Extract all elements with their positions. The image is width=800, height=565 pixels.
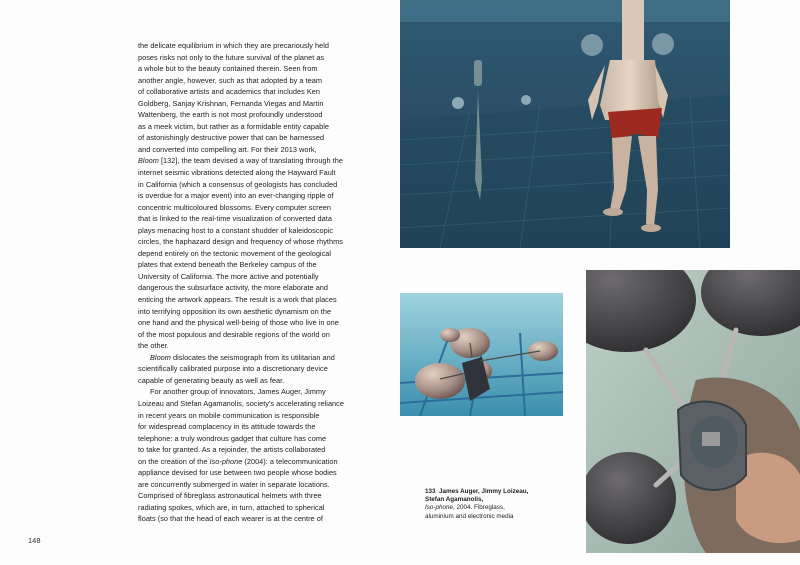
caption-credit: James Auger, Jimmy Loizeau, Stefan Agamanolis,	[425, 488, 529, 504]
work-title-isophone: Iso-phone	[209, 456, 243, 466]
text-fragment: [132], the team devised a way of translating through the	[160, 156, 343, 166]
text-line: in California (which a consensus of geologists has concluded	[138, 179, 338, 189]
text-line: are concurrently submerged in water in separate locations.	[138, 479, 330, 489]
text-line: that is linked to the real-time visualization of converted data	[138, 214, 332, 224]
body-text-column	[138, 40, 376, 525]
text-line: circles, the haphazard design and frequency of whose rhythms	[138, 237, 343, 247]
text-line: in recent years on mobile communication is responsible	[138, 410, 320, 420]
text-line: is overdue for a major event) into an ever-changing ripple of	[138, 191, 334, 201]
text-line: poses risks not only to the future survival of the planet as	[138, 52, 325, 62]
text-line: of collaborative artists and academics that includes Ken	[138, 87, 320, 97]
text-line: radiating spokes, which are, in turn, attached to spherical	[138, 502, 325, 512]
work-title-bloom: Bloom	[138, 156, 159, 166]
text-line: another angle, however, such as that adopted by a team	[138, 75, 322, 85]
text-line: plates that extend beneath the Berkeley campus of the	[138, 260, 317, 270]
text-line: Wattenberg, the earth is not most profoundly understood	[138, 110, 323, 120]
work-title-bloom: Bloom	[150, 352, 171, 362]
text-line: Comprised of fibreglass astronautical helmets with three	[138, 491, 322, 501]
text-line: one hand and the physical well-being of those who live in one	[138, 318, 339, 328]
text-line: enticing the artwork appears. The result is a work that places	[138, 295, 337, 305]
text-line	[138, 352, 376, 364]
caption-number: 133	[425, 488, 436, 495]
text-line	[138, 456, 376, 468]
text-line: University of California. The more active and potentially	[138, 271, 319, 281]
text-line: Goldberg, Sanjay Krishnan, Fernanda Viegas and Martin	[138, 98, 324, 108]
text-line: and converted into compelling art. For their 2013 work,	[138, 144, 317, 154]
text-line: of astonishingly destructive power that can be harnessed	[138, 133, 325, 143]
text-line: floats (so that the head of each wearer is at the centre of	[138, 514, 323, 524]
caption-materials: aluminium and electronic media	[425, 512, 514, 520]
text-line: scientifically calibrated purpose into a discretionary device	[138, 364, 328, 374]
helmet-diver-photo	[586, 270, 800, 553]
text-fragment: dislocates the seismograph from its utilitarian and	[170, 352, 335, 362]
text-line: capable of generating beauty as well as fear.	[138, 375, 285, 385]
text-line: to take for granted. As a rejoinder, the artists collaborated	[138, 445, 326, 455]
text-line: depend entirely on the tectonic movement of the geological	[138, 248, 332, 258]
text-line: the other.	[138, 341, 169, 351]
text-line: For another group of innovators, James Auger, Jimmy	[150, 387, 326, 397]
text-line: for widespread complacency in its attitude towards the	[138, 422, 316, 432]
text-line: into terrifying opposition its own aesthetic dynamism on the	[138, 306, 332, 316]
text-line: internet seismic vibrations detected along the Hayward Fault	[138, 168, 336, 178]
caption-title: Iso-phone	[425, 504, 454, 512]
text-line: telephone: a truly wondrous gadget that culture has come	[138, 433, 327, 443]
page-number: 148	[28, 536, 41, 545]
text-line: appliance devised for use between two people whose bodies	[138, 468, 337, 478]
spherical-floats-photo	[400, 293, 563, 416]
underwater-pool-photo	[400, 0, 730, 248]
text-line: as a meek victim, but rather as a formidable entity capable	[138, 121, 329, 131]
text-line: dangerous the subsurface activity, the more elaborate and	[138, 283, 329, 293]
text-line	[138, 155, 376, 167]
text-line: Loizeau and Stefan Agamanolis, society's accelerating reliance	[138, 398, 344, 408]
text-line: of the most populous and desirable regions of the world on	[138, 329, 330, 339]
text-fragment: on the creation of the	[138, 456, 210, 466]
text-fragment: (2004): a telecommunication	[242, 456, 338, 466]
figure-caption	[425, 488, 535, 521]
text-line: a whole but to the beauty contained therein. Seen from	[138, 64, 318, 74]
caption-details: , 2004. Fibreglass,	[453, 504, 505, 512]
text-line: the delicate equilibrium in which they are precariously held	[138, 41, 330, 50]
text-line: plays menacing host to a constant shudder of kaleidoscopic	[138, 225, 334, 235]
text-line: concentric multicoloured blossoms. Every computer screen	[138, 202, 331, 212]
